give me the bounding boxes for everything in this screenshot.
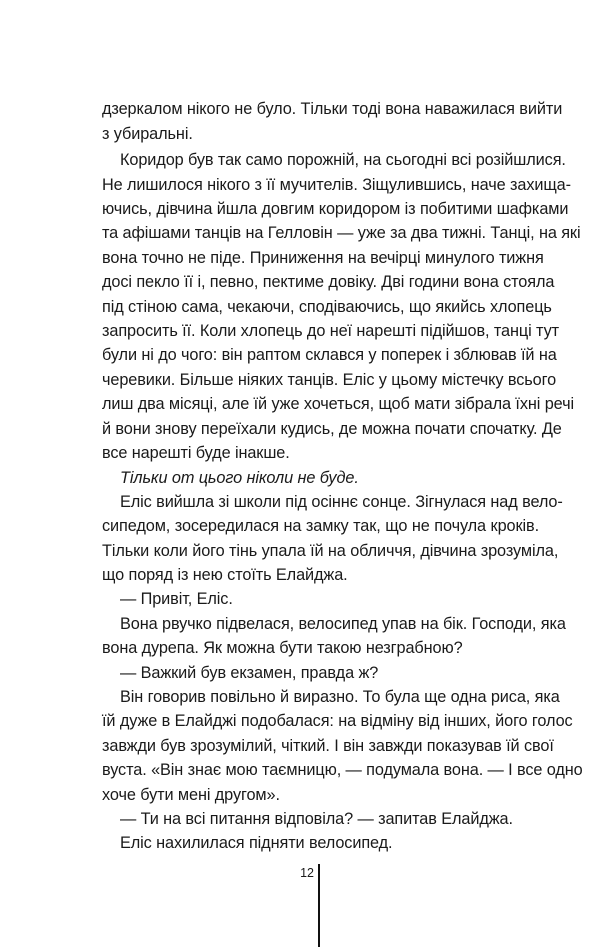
text-line: що поряд із нею стоїть Елайджа. [102, 566, 348, 584]
text-line: завжди був зрозумілий, чіткий. І він завжди показував їй свої [102, 737, 554, 755]
text-line: черевики. Більше ніяких танців. Еліс у цьому містечку всього [102, 371, 557, 389]
paragraph-first-line: Він говорив повільно й виразно. То була ще одна риса, яка [120, 688, 560, 706]
text-line: лиш два місяці, але їй уже хочеться, щоб мати зібрала їхні речі [102, 395, 574, 413]
dialogue-line: — Ти на всі питання відповіла? — запитав Елайджа. [120, 810, 513, 828]
text-line: дзеркалом нікого не було. Тільки тоді вона наважилася вийти [102, 100, 563, 118]
text-line: запросить її. Коли хлопець до неї нарешті підійшов, танці тут [102, 322, 559, 340]
paragraph-first-line: Еліс нахилилася підняти велосипед. [120, 834, 393, 852]
vertical-rule [318, 864, 320, 947]
text-line: їй дуже в Елайджі подобалася: на відміну від інших, його голос [102, 712, 573, 730]
text-line: сипедом, зосередилася на замку так, що не почула кроків. [102, 517, 539, 535]
text-line: Не лишилося нікого з її мучителів. Зіщулившись, наче захища- [102, 176, 571, 194]
paragraph-first-line: Вона рвучко підвелася, велосипед упав на бік. Господи, яка [120, 615, 566, 633]
paragraph-first-line: Еліс вийшла зі школи під осіннє сонце. Зігнулася над вело- [120, 493, 563, 511]
text-line: хоче бути мені другом». [102, 786, 280, 804]
text-line: й вони знову переїхали кудись, де можна почати спочатку. Де [102, 420, 562, 438]
page-number: 12 [300, 866, 314, 880]
text-line: Тільки коли його тінь упала їй на обличчя, дівчина зрозуміла, [102, 542, 559, 560]
dialogue-line: — Привіт, Еліс. [120, 590, 233, 608]
text-line: були ні до чого: він раптом склався у поперек і зблював їй на [102, 346, 557, 364]
text-line: та афішами танців на Гелловін — уже за два тижні. Танці, на які [102, 224, 581, 242]
italic-thought-line: Тільки от цього ніколи не буде. [120, 469, 359, 487]
dialogue-line: — Важкий був екзамен, правда ж? [120, 664, 379, 682]
text-line: з убиральні. [102, 125, 193, 143]
text-line: вуста. «Він знає мою таємницю, — подумала вона. — І все одно [102, 761, 583, 779]
text-line: вона дурепа. Як можна бути такою незграбною? [102, 639, 463, 657]
text-line: ючись, дівчина йшла довгим коридором із побитими шафками [102, 200, 569, 218]
text-line: все нарешті буде інакше. [102, 444, 290, 462]
text-line: під стіною сама, чекаючи, сподіваючись, що якийсь хлопець [102, 298, 552, 316]
text-line: вона точно не піде. Приниження на вечірці минулого тижня [102, 249, 544, 267]
paragraph-first-line: Коридор був так само порожній, на сьогодні всі розійшлися. [120, 151, 566, 169]
text-line: досі пекло її і, певно, пектиме довіку. Дві години вона стояла [102, 273, 555, 291]
